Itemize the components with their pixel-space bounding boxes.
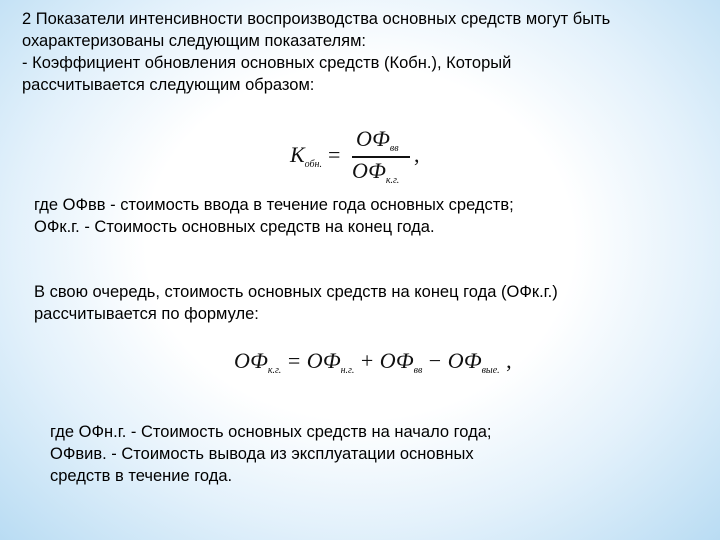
formula1-explanation bbox=[34, 194, 514, 238]
intro-line: охарактеризованы следующим показателям: bbox=[22, 32, 367, 50]
explanation-line: ОФвив. - Стоимость вывода из эксплуатации основных bbox=[50, 445, 474, 463]
intro-paragraph bbox=[22, 8, 610, 96]
formula-comma: , bbox=[506, 348, 512, 373]
formula2-explanation bbox=[50, 421, 492, 487]
intro-line: рассчитывается следующим образом: bbox=[22, 76, 315, 94]
explanation-line: ОФк.г. - Стоимость основных средств на конец года. bbox=[34, 218, 435, 236]
formula-equals: = bbox=[287, 348, 301, 373]
intro-line: - Коэффициент обновления основных средств (Кобн.), Который bbox=[22, 54, 512, 72]
paragraph-line: рассчитывается по формуле: bbox=[34, 305, 259, 323]
term-end-year: $ОФ_{к.г.}$ bbox=[234, 348, 282, 376]
explanation-line: где ОФвв - стоимость ввода в течение года основных средств; bbox=[34, 196, 514, 214]
explanation-line: где ОФн.г. - Стоимость основных средств на начало года; bbox=[50, 423, 492, 441]
formula-plus: + bbox=[360, 348, 374, 373]
term-input: $ОФ_{вв}$ bbox=[379, 348, 423, 376]
end-of-year-paragraph bbox=[34, 281, 558, 325]
renewal-coefficient-formula bbox=[290, 128, 430, 184]
term-output: $ОФ_{вые.}$ bbox=[447, 348, 500, 376]
formula-comma: , bbox=[414, 142, 420, 167]
explanation-line: средств в течение года. bbox=[50, 467, 233, 485]
term-start-year: $ОФ_{н.г.}$ bbox=[306, 348, 355, 376]
end-of-year-value-formula bbox=[234, 348, 513, 376]
formula-k: $К_{обн.}$ bbox=[290, 142, 322, 170]
paragraph-line: В свою очередь, стоимость основных средств на конец года (ОФк.г.) bbox=[34, 283, 558, 301]
intro-line: 2 Показатели интенсивности воспроизводства основных средств могут быть bbox=[22, 10, 611, 28]
formula-minus: − bbox=[428, 348, 442, 373]
formula-denominator: $ОФ_{к.г.}$ bbox=[352, 158, 400, 186]
formula-numerator: $ОФ_{вв}$ bbox=[356, 126, 399, 154]
formula-equals: = bbox=[328, 142, 341, 167]
